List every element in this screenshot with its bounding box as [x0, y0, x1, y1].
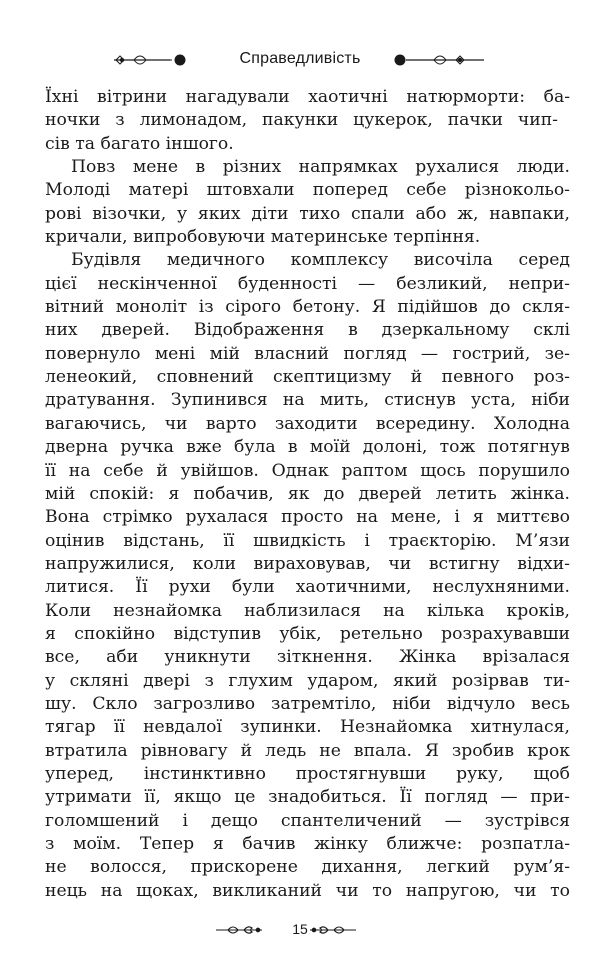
page-footer [0, 914, 600, 944]
text-line: у скляні двері з глухим ударом, який розірвав ти- [45, 670, 570, 691]
text-line: оцінив відстань, її швидкість і траєкторію. М’язи [45, 530, 570, 551]
text-line: уперед, інстинктивно простягнувши руку, щоб [45, 763, 570, 784]
text-line: її на себе й увійшов. Однак раптом щось порушило [45, 460, 570, 481]
text-line: сів та багато іншого. [45, 133, 234, 154]
body-text [45, 86, 570, 903]
text-line: Будівля медичного комплексу височіла серед [71, 250, 570, 271]
text-line: Вона стрімко рухалася просто на мене, і я миттєво [45, 507, 570, 528]
page-number: 15 [292, 921, 308, 937]
text-line: втратила рівновагу й ледь не впала. Я зробив крок [45, 740, 570, 761]
text-line: рові візочки, у яких діти тихо спали або ж, навпаки, [45, 203, 570, 224]
running-title: Справедливість [239, 50, 361, 67]
text-line: мій спокій: я побачив, як до дверей летить жінка. [45, 483, 570, 504]
text-line: цієї нескінченної буденності — безликий, непри- [45, 273, 570, 294]
running-head [0, 46, 600, 74]
text-line: них дверей. Відображення в дзеркальному склі [45, 320, 570, 341]
text-line: повернуло мені мій власний погляд — гострий, зе- [45, 343, 570, 364]
text-line: кричали, випробовуючи материнське терпіння. [45, 227, 481, 248]
text-line: вітний моноліт із сірого бетону. Я підійшов до скля- [45, 297, 570, 318]
text-line: Їхні вітрини нагадували хаотичні натюрморти: ба- [45, 87, 570, 107]
text-line: вагаючись, чи варто заходити всередину. Холодна [45, 413, 570, 434]
text-line: Молоді матері штовхали поперед себе різнокольо- [45, 180, 570, 201]
header-right-ornament-icon [388, 48, 488, 72]
text-line: нець на щоках, викликаний чи то напругою, чи то [45, 880, 570, 901]
text-line: утримати її, якщо це знадобиться. Її погляд — при- [45, 787, 570, 808]
text-line: тягар її невдалої зупинки. Незнайомка хитнулася, [45, 717, 570, 738]
text-line: не волосся, прискорене дихання, легкий рум’я- [45, 857, 570, 878]
text-line: дверна ручка вже була в моїй долоні, тож потягнув [45, 437, 570, 458]
text-line: шу. Скло загрозливо затремтіло, ніби відчуло весь [45, 693, 570, 714]
footer-right-ornament-icon [308, 921, 358, 939]
text-line: напружилися, коли вираховував, чи встигну відхи- [45, 553, 570, 574]
text-line: я спокійно відступив убік, ретельно розрахувавши [45, 623, 570, 644]
text-line: Повз мене в різних напрямках рухалися люди. [71, 157, 570, 178]
text-line: Коли незнайомка наблизилася на кілька кроків, [45, 600, 570, 621]
text-line: голомшений і дещо спантеличений — зустрівся [45, 810, 570, 831]
text-line: все, аби уникнути зіткнення. Жінка врізалася [45, 647, 570, 668]
text-line: дратування. Зупинився на мить, стиснув уста, ніби [45, 390, 570, 411]
text-line: ленеокий, сповнений скептицизму й певного роз- [45, 367, 570, 388]
text-line: ночки з лимонадом, пакунки цукерок, пачки чип- [45, 110, 558, 131]
text-line: з моїм. Тепер я бачив жінку ближче: розпатла- [45, 834, 570, 854]
text-line: литися. Її рухи були хаотичними, неслухняними. [45, 577, 570, 598]
